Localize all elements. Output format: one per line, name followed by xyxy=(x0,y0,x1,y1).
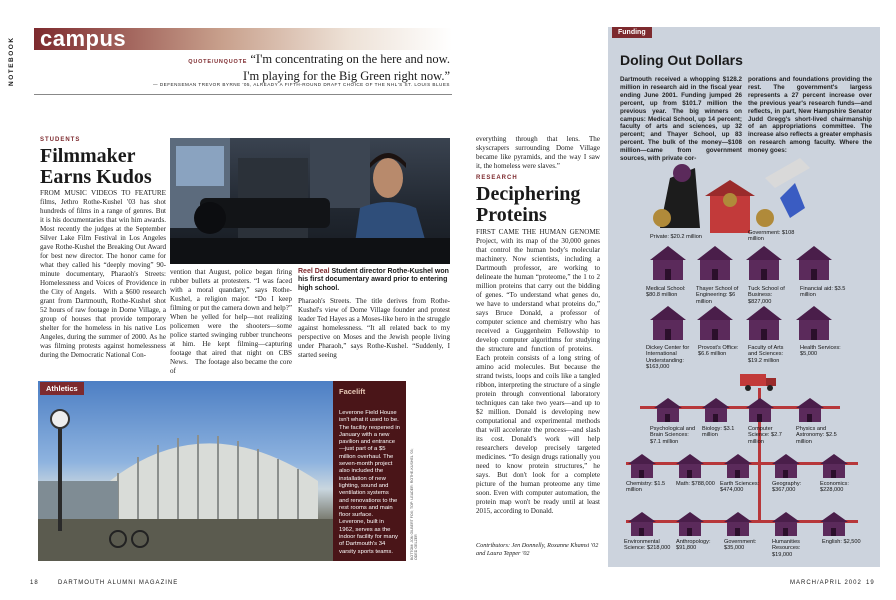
filmmaker-photo xyxy=(170,138,450,264)
dept-label: Government: $35,000 xyxy=(724,539,757,552)
filmmaker-column-1: FROM MUSIC VIDEOS TO FEATURE films, Jethro Rothe-Kushel '03 has shot hundreds of films in a range of genres. But it is his documentaries that win him awards. Most recently the judges at the September Silver Lake Film Festival in Los Angeles gave Rothe-Kushel the Breaking Out Award for best new director. The honor came for what they called his “deeply moving” 90-minute documentary, Pharaoh's Streets: Homelessness and Voices of Providence in the City of Angels. With a $600 research grant from Dartmouth, Rothe-Kushel shot 52 hours of raw footage in Dome Village, a group of houses that provide temporary shelter for the homeless in his native Los Angeles, during the summer of 2000. As he was filming protests against homelessness during the Democratic National Con- xyxy=(40,189,166,359)
factfile-text: Leverone Field House isn't what it used to be. The facility reopened in January with a new pavilion and entrance—just part of a $5 million overhaul. The seven-month project also included the installation of new lighting, sound and ventilation systems and renovations to the rest rooms and main floor surface. Leverone, built in 1962, serves as the indoor facility for many of Dartmouth's 34 varsity sports teams. xyxy=(339,410,400,555)
filmmaker-headline xyxy=(40,146,168,188)
house-icon xyxy=(796,246,832,280)
proteins-headline xyxy=(476,184,604,226)
house-icon xyxy=(676,454,704,478)
field-house-photo xyxy=(38,381,333,561)
notebook-tab: NOTEBOOK xyxy=(8,36,15,86)
school-label: Health Services: $5,000 xyxy=(800,345,841,358)
dept-label: English: $2,500 xyxy=(822,539,861,545)
caption-text: Student director Rothe-Kushel won his first documentary award prior to entering high school. xyxy=(298,268,449,292)
funding-tab: Funding xyxy=(612,27,652,38)
house-icon xyxy=(654,398,682,422)
athletics-label: Athletics xyxy=(40,382,84,395)
dept-label: Anthropology: $91,800 xyxy=(676,539,711,552)
proteins-body: FIRST CAME THE HUMAN GENOME Project, with its map of the 30,000 genes that control the human body's molecular machinery. Now scientists, including a Dartmouth professor, are working to delineate the human “proteome,” the 1 to 2 million proteins that carry out the bidding of genes. “To understand what genes do, we have to understand what proteins do,” says Bruce Donald, a professor of computer science and chemistry who has received a Guggenheim Fellowship to develop computer algorithms for studying the structure and function of proteins. Each protein consists of a long string of amino acid molecules. But because the strand twists, loops and coils like a tangled ribbon, interpreting the structure of a single protein through conventional laboratory techniques can take two years—and up to $2 million. Donald is developing new computational and experimental methods that will accelerate the process—and slash its cost. Donald's work will help researchers develop precisely targeted medicines. “To design drugs rationally you need to know protein structures,” he says. But don't look for a complete picture of the human proteome any time soon. Even with computer automation, the protein map won't be ready until at least 2015, according to Donald. xyxy=(476,228,600,515)
house-icon xyxy=(628,454,656,478)
factfile-title: Facelift xyxy=(339,387,366,396)
dept-label: Psychological and Brain Sciences: $7.1 million xyxy=(650,426,696,445)
dept-label: Humanities Resources: $19,000 xyxy=(772,539,801,558)
house-icon xyxy=(820,454,848,478)
house-icon xyxy=(746,398,774,422)
house-icon xyxy=(702,398,730,422)
house-icon xyxy=(650,306,686,340)
photo-credit: BOTTOM: JON GILBERT FOX; TOP: LEADER: ROTHE-KUSHEL '03; ODED GELZER xyxy=(410,448,418,560)
research-label: RESEARCH xyxy=(476,175,518,181)
school-label: Dickey Center for International Understanding: $163,000 xyxy=(646,345,690,371)
continued-text: everything through that lens. The skyscrapers surrounding Dome Village became like pyramids, and the way I saw it, the homeless were slaves.” xyxy=(476,135,600,170)
dept-label: Biology: $3.1 million xyxy=(702,426,735,439)
house-icon xyxy=(697,246,733,280)
private-label: Private: $20.2 million xyxy=(650,234,702,240)
page-number-right: 19 xyxy=(866,580,875,586)
school-label: Financial aid: $3.5 million xyxy=(800,286,846,299)
house-icon xyxy=(724,454,752,478)
school-label: Faculty of Arts and Sciences: $19.2 million xyxy=(748,345,784,364)
caption-lead: Reel Deal xyxy=(298,268,330,275)
divider xyxy=(34,94,452,95)
quote-label: QUOTE/UNQUOTE xyxy=(188,59,248,65)
dept-label: Chemistry: $1.5 million xyxy=(626,481,666,494)
section-title: campus xyxy=(40,26,127,51)
quote-attribution: — DEFENSEMAN TREVOR BYRNE '05, ALREADY A FIFTH-ROUND DRAFT CHOICE OF THE NHL'S ST. LOUIS BLUES xyxy=(152,82,450,87)
filmmaker-column-2: vention that August, police began firing rubber bullets at protesters. “I was faced with a moral quandary,” says Rothe-Kushel, a religion major. “Do I keep filming or put the camera down and help?” When he yelled for help—not realizing policemen were the shooters—some police started swinging rubber truncheons at him. He kept filming—capturing footage that aired that night on CBS News. The footage also became the core of xyxy=(170,268,292,373)
school-label: Thayer School of Engineering: $6 million xyxy=(696,286,739,305)
filmmaker-column-3: Pharaoh's Streets. The title derives from Rothe-Kushel's view of Dome Village founder and protest leader Ted Hayes as a Moses-like hero in the struggle against homelessness. “It all related back to my perspective on Moses and the Jewish people living under Pharaoh,” says Rothe-Kushel. “Suddenly, I started seeing xyxy=(298,297,450,359)
school-label: Provost's Office: $6.6 million xyxy=(698,345,739,358)
school-label: Medical School: $80.8 million xyxy=(646,286,686,299)
house-icon xyxy=(796,306,832,340)
house-icon xyxy=(746,246,782,280)
house-icon xyxy=(772,454,800,478)
headline-line-1: Filmmaker xyxy=(40,145,136,167)
house-icon xyxy=(724,512,752,536)
magazine-name: DARTMOUTH ALUMNI MAGAZINE xyxy=(58,580,179,586)
money-illustration xyxy=(640,158,820,236)
dept-label: Geography: $367,000 xyxy=(772,481,802,494)
dept-label: Environmental Science: $218,000 xyxy=(624,539,671,552)
dept-label: Math: $788,000 xyxy=(676,481,715,487)
house-icon xyxy=(628,512,656,536)
headline-line-2: Earns Kudos xyxy=(40,166,152,188)
quote-line-1: “I'm concentrating on the here and now. xyxy=(250,52,450,66)
house-icon xyxy=(697,306,733,340)
house-icon xyxy=(796,398,824,422)
factfile-box xyxy=(333,381,406,561)
dept-label: Economics: $228,000 xyxy=(820,481,849,494)
house-icon xyxy=(746,306,782,340)
house-icon xyxy=(772,512,800,536)
students-label: STUDENTS xyxy=(40,137,81,143)
house-icon xyxy=(676,512,704,536)
house-icon xyxy=(650,246,686,280)
dept-label: Earth Sciences: $474,000 xyxy=(720,481,760,494)
government-label: Government: $108 million xyxy=(748,230,795,243)
headline-line-2: Proteins xyxy=(476,204,547,226)
dept-label: Physics and Astronomy: $2.5 million xyxy=(796,426,837,445)
school-label: Tuck School of Business: $827,000 xyxy=(748,286,785,305)
issue-date: MARCH/APRIL 2002 xyxy=(790,580,862,586)
house-icon xyxy=(820,512,848,536)
funding-column-2: porations and foundations providing the rest. The government's largess represents a 27 percent increase over the previous year's research funds—and reflects, in part, New Hampshire Senator Judd Gregg's short-lived chairmanship of an appropriations committee. The increase also reflects a greater emphasis on research among faculty. Where the money goes: xyxy=(748,76,872,155)
funding-column-1: Dartmouth received a whopping $128.2 million in research aid in the fiscal year ending June 2001. Funding jumped 26 percent, up from $101.7 million the previous year. The big winners on campus: Medical School, up 14 percent; faculty of arts and sciences, up 32 percent; and Thayer School, up 83 percent. The bulk of the money—$108 million—came from government sources, with private cor- xyxy=(620,76,742,163)
funding-title: Doling Out Dollars xyxy=(620,52,743,68)
photo-caption xyxy=(298,268,450,293)
headline-line-1: Deciphering xyxy=(476,183,581,205)
page-number-left: 18 xyxy=(30,580,39,586)
quote-line-2: I'm playing for the Big Green right now.” xyxy=(243,69,450,83)
contributors: Contributors: Jen Donnelly, Roxanne Khamsi '02 and Laura Tepper '02 xyxy=(476,542,599,557)
dept-label: Computer Science: $2.7 million xyxy=(748,426,782,445)
pull-quote xyxy=(70,52,450,83)
